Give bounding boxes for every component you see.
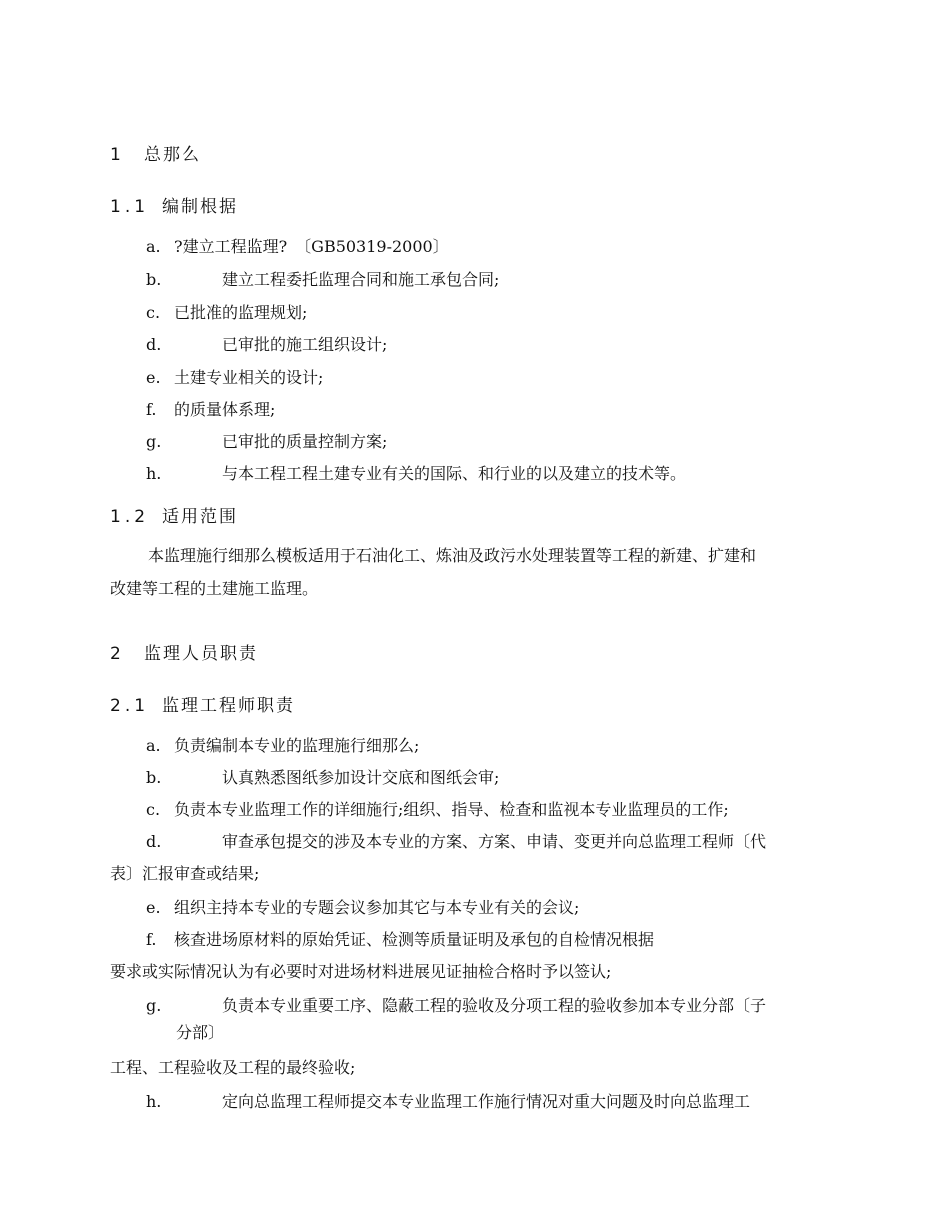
list-marker: f.: [146, 930, 157, 949]
list-item: [146, 929, 654, 951]
list-text: 负责本专业监理工作的详细施行;组织、指导、检查和监视本专业监理员的工作;: [174, 800, 729, 819]
list-item: [146, 269, 499, 291]
subsection-number: 1.1: [110, 197, 150, 217]
list-text: 建立工程委托监理合同和施工承包合同;: [222, 270, 500, 289]
list-marker: b.: [146, 270, 162, 289]
list-marker: d.: [146, 335, 162, 354]
list-marker: e.: [146, 368, 161, 387]
list-text: 的质量体系理;: [174, 400, 276, 419]
list-marker: g.: [146, 996, 162, 1015]
list-text: 负责编制本专业的监理施行细那么;: [174, 736, 420, 755]
subsection-number: 1.2: [110, 507, 150, 527]
list-item: [146, 1091, 750, 1113]
subsection-title: 适用范围: [162, 507, 238, 527]
list-marker: h.: [146, 1092, 162, 1111]
subsection-1-1-heading: [110, 196, 238, 218]
list-marker: a.: [146, 237, 161, 256]
section-title: 监理人员职责: [144, 644, 258, 664]
list-marker: c.: [146, 303, 161, 322]
subsection-title: 编制根据: [162, 197, 238, 217]
list-text: 土建专业相关的设计;: [174, 368, 324, 387]
list-item-continuation: 工程、工程验收及工程的最终验收;: [110, 1058, 356, 1077]
list-text: 与本工程工程土建专业有关的国际、和行业的以及建立的技术等。: [222, 464, 687, 483]
list-text: 已批准的监理规划;: [174, 303, 308, 322]
list-item-continuation: 要求或实际情况认为有必要时对进场材料进展见证抽检合格时予以签认;: [110, 962, 612, 981]
list-marker: c.: [146, 800, 161, 819]
subsection-title: 监理工程师职责: [162, 696, 295, 716]
list-item: [146, 431, 387, 453]
section-number: 2: [110, 644, 122, 664]
list-text: ?建立工程监理? 〔GB50319-2000〕: [174, 237, 449, 256]
paragraph-line: 改建等工程的土建施工监理。: [110, 579, 319, 598]
list-text: 已审批的施工组织设计;: [222, 335, 388, 354]
list-item: [146, 367, 323, 389]
list-text: 组织主持本专业的专题会议参加其它与本专业有关的会议;: [174, 898, 580, 917]
section-title: 总那么: [144, 145, 201, 165]
list-text: 核查进场原材料的原始凭证、检测等质量证明及承包的自检情况根据: [174, 930, 655, 949]
subsection-number: 2.1: [110, 696, 150, 716]
list-item: [146, 399, 275, 421]
list-marker: d.: [146, 832, 162, 851]
list-text: 认真熟悉图纸参加设计交底和图纸会审;: [222, 768, 500, 787]
list-item: [146, 334, 387, 356]
list-marker: g.: [146, 432, 162, 451]
list-item: [146, 302, 307, 324]
list-item: [146, 767, 499, 789]
list-marker: h.: [146, 464, 162, 483]
list-item: [146, 897, 579, 919]
list-marker: a.: [146, 736, 161, 755]
list-text: 定向总监理工程师提交本专业监理工作施行情况对重大问题及时向总监理工: [222, 1092, 751, 1111]
list-item: [146, 995, 766, 1017]
list-item-continuation: 表〕汇报审查或结果;: [110, 864, 260, 883]
list-marker: f.: [146, 400, 157, 419]
section-1-heading: [110, 144, 201, 166]
paragraph-line: 本监理施行细那么模板适用于石油化工、炼油及政污水处理装置等工程的新建、扩建和: [148, 546, 757, 565]
subsection-2-1-heading: [110, 695, 295, 717]
list-item: [146, 463, 686, 485]
list-item: [146, 799, 729, 821]
list-marker: e.: [146, 898, 161, 917]
list-text: 审查承包提交的涉及本专业的方案、方案、申请、变更并向总监理工程师〔代: [222, 832, 767, 851]
subsection-1-2-heading: [110, 506, 238, 528]
list-item: [146, 236, 449, 258]
list-marker: b.: [146, 768, 162, 787]
list-item: [146, 735, 419, 757]
list-item-continuation: 分部〕: [176, 1023, 225, 1042]
list-text: 负责本专业重要工序、隐蔽工程的验收及分项工程的验收参加本专业分部〔子: [222, 996, 767, 1015]
section-number: 1: [110, 145, 122, 165]
list-item: [146, 831, 766, 853]
list-text: 已审批的质量控制方案;: [222, 432, 388, 451]
section-2-heading: [110, 643, 258, 665]
